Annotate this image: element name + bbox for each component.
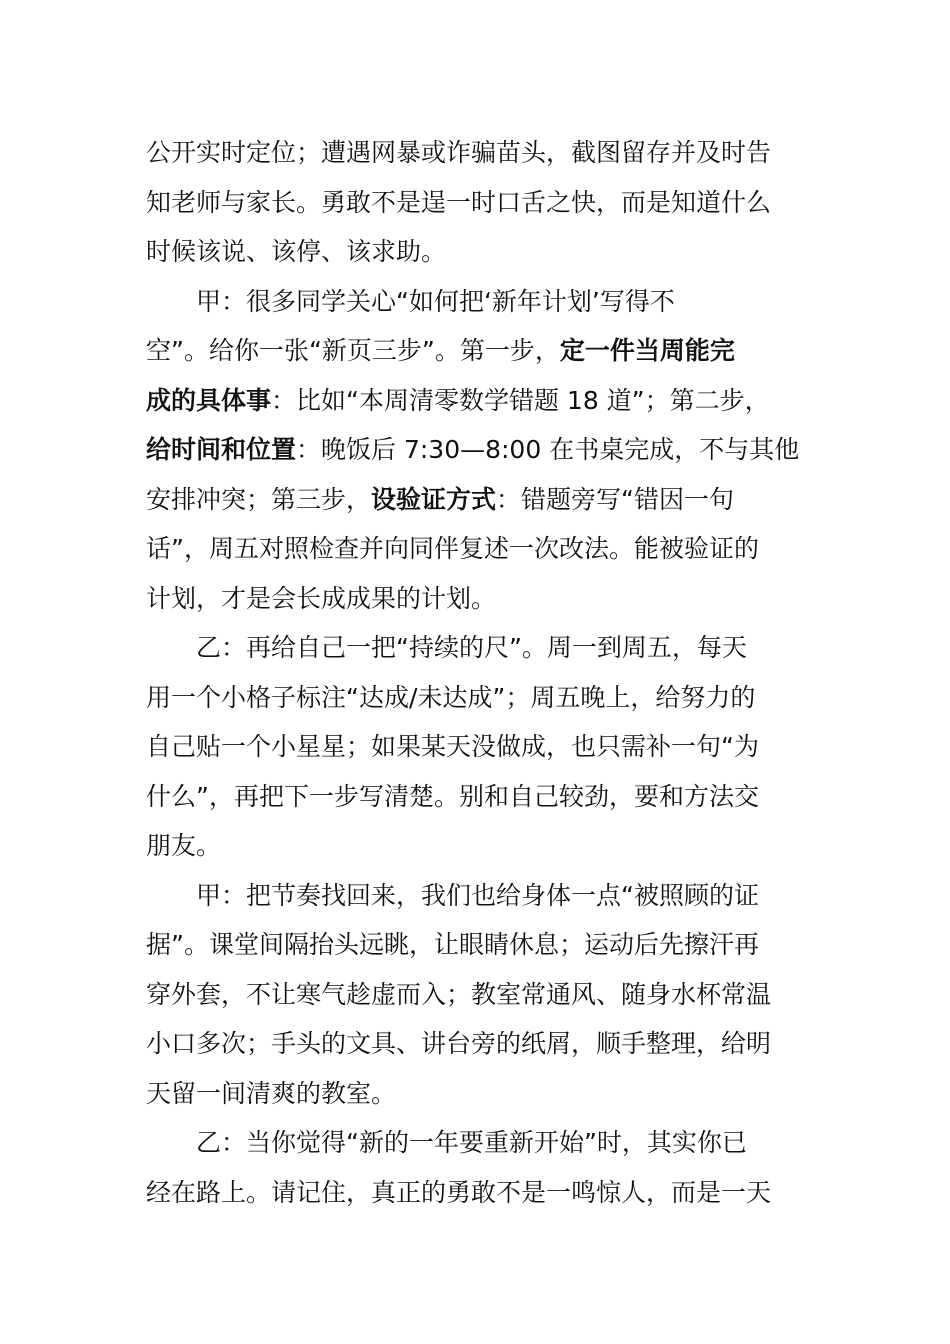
text-run: 自己贴一个小星星；如果某天没做成，也只需补一句“为 bbox=[146, 732, 759, 761]
bold-text-run: 定一件当周能完 bbox=[559, 336, 735, 365]
text-line bbox=[146, 326, 808, 376]
text-run: ：比如“本周清零数学错题 18 道”；第二步， bbox=[271, 385, 770, 415]
text-run: 时候该说、该停、该求助。 bbox=[146, 237, 447, 266]
text-run: 什么”，再把下一步写清楚。别和自己较劲，要和方法交 bbox=[146, 781, 759, 811]
text-line bbox=[146, 871, 808, 921]
text-run: 计划，才是会长成成果的计划。 bbox=[146, 583, 497, 613]
text-run: 甲：把节奏找回来，我们也给身体一点“被照顾的证 bbox=[196, 880, 759, 910]
text-line bbox=[146, 821, 808, 871]
text-run: 天留一间清爽的教室。 bbox=[146, 1078, 397, 1108]
body-text bbox=[146, 128, 808, 1217]
text-run: 公开实时定位；遭遇网暴或诈骗苗头，截图留存并及时告 bbox=[146, 138, 772, 167]
text-line bbox=[146, 376, 808, 426]
text-line bbox=[146, 574, 808, 624]
bold-text-run: 设验证方式 bbox=[371, 484, 497, 514]
text-run: 空”。给你一张“新页三步”。第一步， bbox=[146, 336, 560, 365]
text-run: 安排冲突；第三步， bbox=[146, 484, 372, 514]
text-run: 乙：当你觉得“新的一年要重新开始”时，其实你已 bbox=[196, 1128, 747, 1157]
text-line bbox=[146, 128, 808, 178]
text-line bbox=[146, 1118, 808, 1168]
text-run: 穿外套，不让寒气趁虚而入；教室常通风、随身水杯常温 bbox=[146, 979, 772, 1009]
text-line bbox=[146, 1069, 808, 1119]
text-run: 乙：再给自己一把“持续的尺”。周一到周五，每天 bbox=[196, 633, 747, 662]
text-line bbox=[146, 1019, 808, 1069]
text-run: ：错题旁写“错因一句 bbox=[496, 484, 734, 514]
text-line bbox=[146, 920, 808, 970]
text-line bbox=[146, 277, 808, 327]
text-run: 用一个小格子标注“达成/未达成”；周五晚上，给努力的 bbox=[146, 682, 756, 712]
text-run: 小口多次；手头的文具、讲台旁的纸屑，顺手整理，给明 bbox=[146, 1029, 772, 1058]
text-line bbox=[146, 623, 808, 673]
bold-text-run: 给时间和位置 bbox=[146, 435, 297, 464]
text-run: 话”，周五对照检查并向同伴复述一次改法。能被验证的 bbox=[146, 534, 759, 563]
text-line bbox=[146, 1168, 808, 1218]
text-run: 知老师与家长。勇敢不是逞一时口舌之快，而是知道什么 bbox=[146, 187, 772, 217]
text-run: 据”。课堂间隔抬头远眺，让眼睛休息；运动后先擦汗再 bbox=[146, 930, 759, 959]
text-line bbox=[146, 227, 808, 277]
text-line bbox=[146, 475, 808, 525]
bold-text-run: 成的具体事 bbox=[146, 385, 272, 415]
text-run: 经在路上。请记住，真正的勇敢不是一鸣惊人，而是一天 bbox=[146, 1177, 772, 1207]
text-line bbox=[146, 772, 808, 822]
text-line bbox=[146, 425, 808, 475]
text-line bbox=[146, 673, 808, 723]
text-line bbox=[146, 970, 808, 1020]
text-line bbox=[146, 178, 808, 228]
text-line bbox=[146, 524, 808, 574]
text-run: ：晚饭后 7:30—8:00 在书桌完成，不与其他 bbox=[296, 435, 800, 464]
text-line bbox=[146, 722, 808, 772]
text-run: 甲：很多同学关心“如何把‘新年计划’写得不 bbox=[196, 286, 675, 316]
text-run: 朋友。 bbox=[146, 831, 222, 860]
